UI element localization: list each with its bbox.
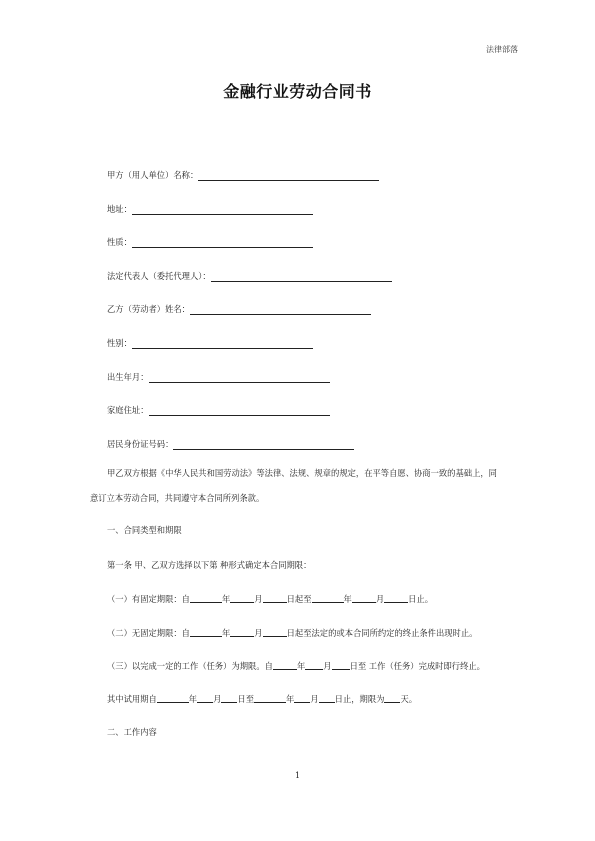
option1-month-blank [230, 593, 254, 603]
legal-rep-label: 法定代表人（委托代理人）： [107, 271, 211, 281]
section2-heading: 二、工作内容 [107, 727, 157, 737]
option2-year-blank [190, 627, 222, 637]
option1-end-year-blank [312, 593, 344, 603]
probation-end-year-blank [254, 693, 286, 703]
option1-text-d: 日起至 [286, 594, 312, 604]
option2-day-blank [263, 627, 287, 637]
birth-field [107, 372, 330, 383]
option3-day-blank [332, 660, 350, 670]
nature-blank [132, 237, 313, 248]
option3-line [107, 660, 485, 672]
probation-end-day-blank [319, 693, 335, 703]
header-tag: 法律部落 [486, 45, 518, 54]
option2-line [107, 627, 477, 639]
option2-text-b: 年 [221, 628, 231, 638]
option3-text-d: 日至 工作（任务）完成时即行终止。 [349, 661, 485, 671]
option3-text-a: （三）以完成一定的工作（任务）为期限。自 [107, 661, 273, 671]
employer-name-label: 甲方（用人单位）名称： [107, 170, 199, 180]
option1-end-month-blank [352, 593, 376, 603]
probation-day-blank [221, 693, 237, 703]
option1-line [107, 593, 433, 605]
birth-blank [149, 372, 330, 383]
nature-label: 性质： [107, 237, 132, 247]
article1-text: 第一条 甲、乙双方选择以下第 种形式确定本合同期限： [107, 560, 312, 570]
option1-text-a: （一）有固定期限：自 [107, 594, 190, 604]
legal-rep-field [107, 271, 392, 282]
employee-name-label: 乙方（劳动者）姓名： [107, 304, 190, 314]
employee-name-field [107, 304, 371, 315]
gender-blank [132, 338, 313, 349]
address-field [107, 204, 313, 215]
address-blank [132, 204, 313, 215]
probation-text-e: 年 [286, 694, 295, 704]
id-number-field [107, 439, 354, 450]
probation-text-d: 日至 [237, 694, 255, 704]
probation-end-month-blank [294, 693, 310, 703]
probation-line [107, 693, 417, 705]
probation-text-g: 日止，期限为 [334, 694, 385, 704]
probation-text-f: 月 [310, 694, 319, 704]
option1-text-b: 年 [221, 594, 231, 604]
option1-text-c: 月 [254, 594, 263, 604]
option1-year-blank [190, 593, 222, 603]
document-title: 金融行业劳动合同书 [223, 82, 372, 101]
address-label: 地址： [107, 204, 132, 214]
employer-name-blank [198, 170, 379, 181]
gender-label: 性别： [107, 338, 132, 348]
option2-text-c: 月 [254, 628, 263, 638]
probation-text-c: 月 [213, 694, 222, 704]
probation-year-blank [157, 693, 189, 703]
option1-text-g: 日止。 [408, 594, 434, 604]
option2-text-d: 日起至法定的或本合同所约定的终止条件出现时止。 [286, 628, 478, 638]
option1-text-f: 月 [375, 594, 385, 604]
option2-month-blank [230, 627, 254, 637]
probation-month-blank [197, 693, 213, 703]
gender-field [107, 338, 313, 349]
section1-heading: 一、合同类型和期限 [107, 525, 182, 535]
id-number-label: 居民身份证号码： [107, 439, 174, 449]
employee-name-blank [190, 304, 371, 315]
nature-field [107, 237, 313, 248]
birth-label: 出生年月： [107, 372, 149, 382]
option3-text-c: 月 [323, 661, 332, 671]
option3-month-blank [305, 660, 323, 670]
page-number: 1 [294, 771, 301, 780]
home-address-field [107, 405, 330, 416]
probation-text-h: 天。 [400, 694, 418, 704]
probation-text-a: 其中试用期自 [107, 694, 157, 704]
option1-day-blank [263, 593, 287, 603]
option3-text-b: 年 [296, 661, 306, 671]
probation-days-blank [384, 693, 400, 703]
option3-year-blank [273, 660, 297, 670]
option1-end-day-blank [384, 593, 408, 603]
home-address-label: 家庭住址： [107, 405, 149, 415]
intro-paragraph: 甲乙双方根据《中华人民共和国劳动法》等法律、法规、规章的规定，在平等自愿、协商一致的基础上，同意订立本劳动合同，共同遵守本合同所列条款。 [90, 468, 497, 503]
id-number-blank [173, 439, 354, 450]
employer-name-field [107, 170, 379, 181]
probation-text-b: 年 [188, 694, 198, 704]
option2-text-a: （二）无固定期限：自 [107, 628, 190, 638]
option1-text-e: 年 [343, 594, 352, 604]
home-address-blank [149, 405, 330, 416]
legal-rep-blank [211, 271, 392, 282]
